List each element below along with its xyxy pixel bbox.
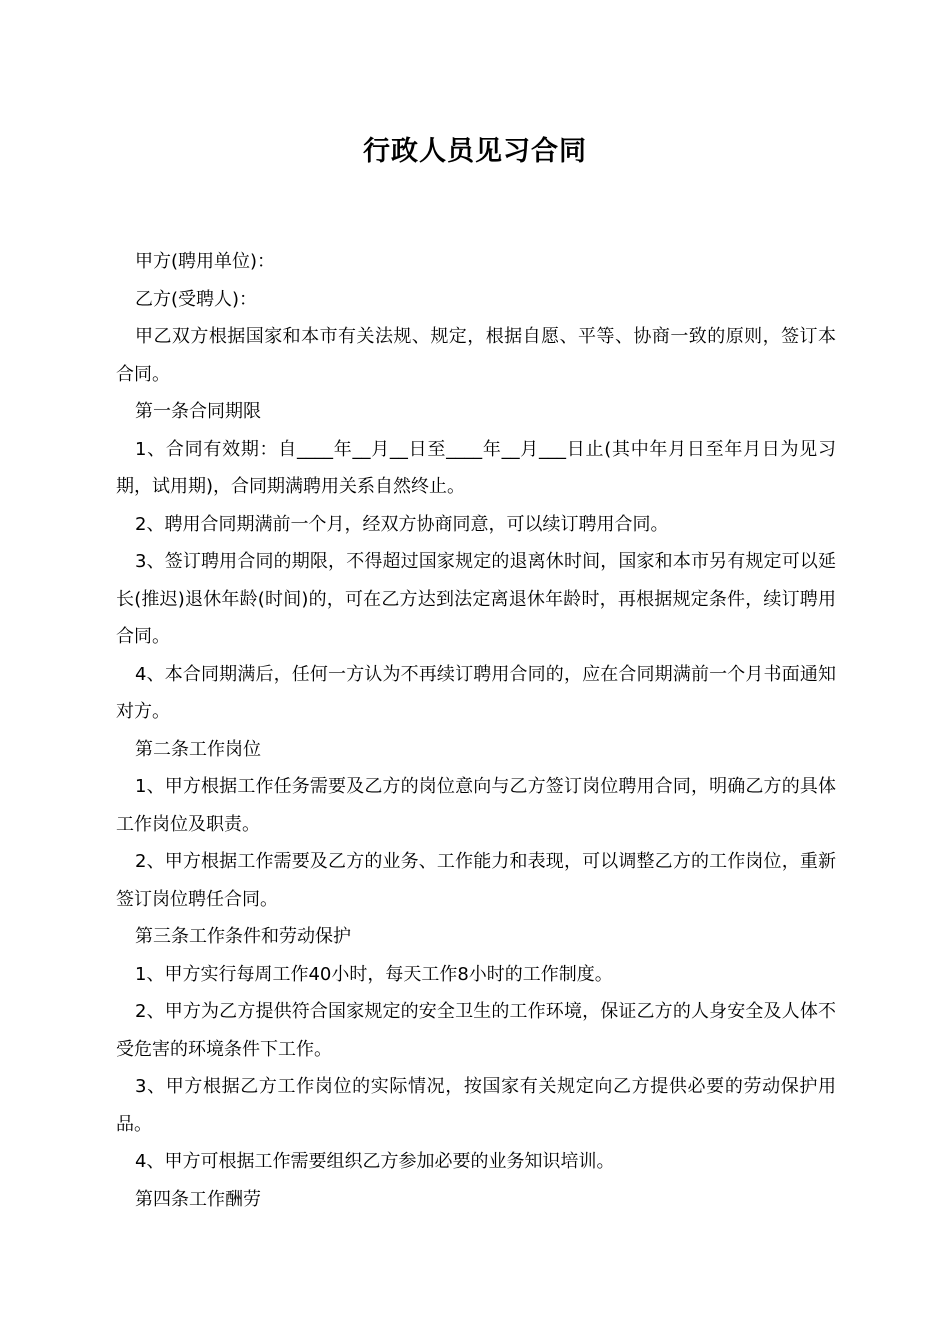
article-2-heading: 第二条工作岗位 (135, 738, 261, 760)
article-3-clause-1: 1、甲方实行每周工作40小时，每天工作8小时的工作制度。 (135, 963, 613, 985)
article-2-clause-1: 1、甲方根据工作任务需要及乙方的岗位意向与乙方签订岗位聘用合同，明确乙方的具体工作岗位及职责。 (116, 776, 836, 835)
document-title: 行政人员见习合同 (363, 136, 587, 167)
article-1-heading: 第一条合同期限 (135, 401, 261, 422)
party-a-line: 甲方(聘用单位)： (135, 251, 276, 272)
document-body (116, 243, 836, 1218)
article-1-clause-4: 4、本合同期满后，任何一方认为不再续订聘用合同的，应在合同期满前一个月书面通知对方。 (116, 663, 836, 722)
article-1-clause-3: 3、签订聘用合同的期限，不得超过国家规定的退离休时间，国家和本市另有规定可以延长(推迟)退休年龄(时间)的，可在乙方达到法定离退休年龄时，再根据规定条件，续订聘用合同。 (116, 551, 836, 647)
article-1-clause-2: 2、聘用合同期满前一个月，经双方协商同意，可以续订聘用合同。 (135, 513, 669, 535)
article-3-clause-4: 4、甲方可根据工作需要组织乙方参加必要的业务知识培训。 (135, 1151, 615, 1172)
article-3-clause-3: 3、甲方根据乙方工作岗位的实际情况，按国家有关规定向乙方提供必要的劳动保护用品。 (116, 1076, 836, 1135)
article-2-clause-2: 2、甲方根据工作需要及乙方的业务、工作能力和表现，可以调整乙方的工作岗位，重新签订岗位聘任合同。 (116, 851, 836, 910)
article-3-clause-2: 2、甲方为乙方提供符合国家规定的安全卫生的工作环境，保证乙方的人身安全及人体不受危害的环境条件下工作。 (116, 1001, 836, 1060)
preamble-paragraph: 甲乙双方根据国家和本市有关法规、规定，根据自愿、平等、协商一致的原则，签订本合同。 (116, 326, 836, 385)
article-1-clause-1: 1、合同有效期：自____年__月__日至____年__月___日止(其中年月日至年月日为见习期，试用期)，合同期满聘用关系自然终止。 (116, 438, 836, 497)
party-b-line: 乙方(受聘人)： (135, 288, 258, 310)
article-3-heading: 第三条工作条件和劳动保护 (135, 926, 351, 947)
article-4-heading: 第四条工作酬劳 (135, 1188, 261, 1210)
